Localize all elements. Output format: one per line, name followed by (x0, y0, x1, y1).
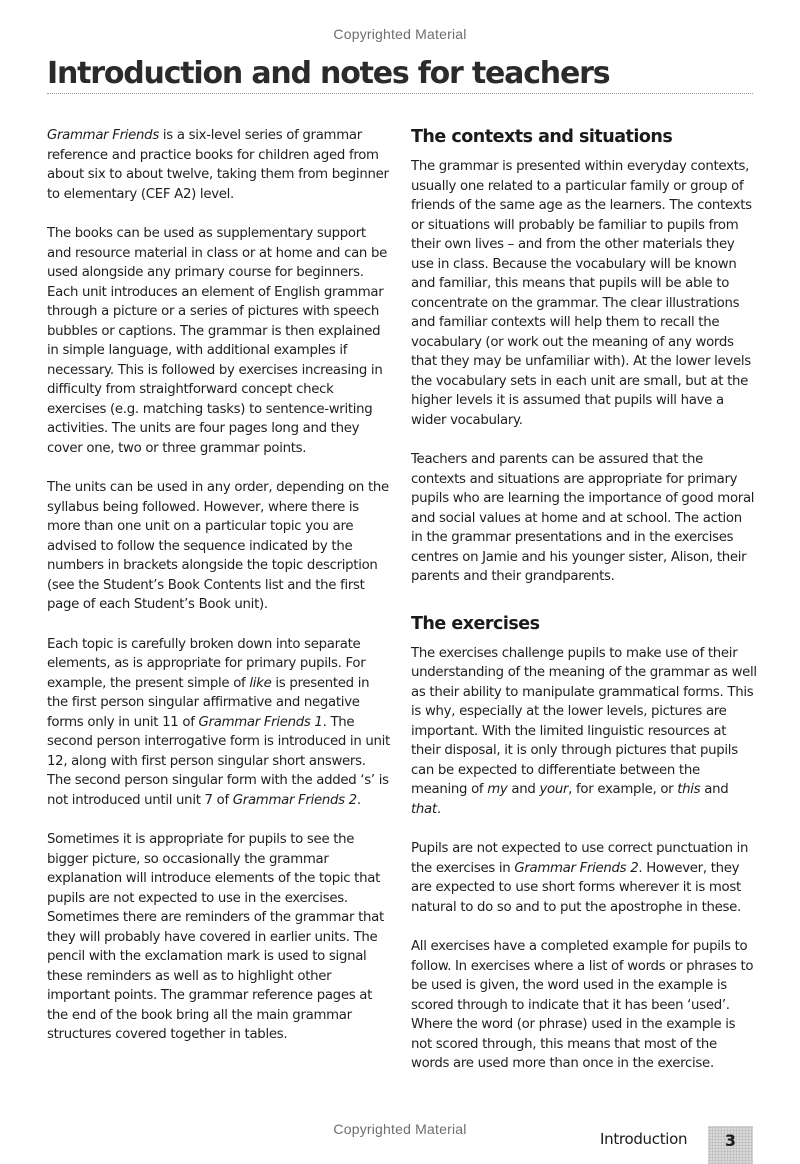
topic-breakdown-paragraph: Each topic is carefully broken down into separate elements, as is appropriate for primary pupils. For example, the present simple of like is presented in the first person singular affirmative and negative forms only in unit 11 of Grammar Friends 1. The second person interrogative form is introduced in unit 12, along with first person singular short answers. The second person singular form with the added ‘s’ is not introduced until unit 7 of Grammar Friends 2. (47, 636, 390, 808)
usage-paragraph: The books can be used as supplementary support and resource material in class or at home and can be used alongside any primary course for beginners. Each unit introduces an element of English grammar through a picture or a series of pictures with speech bubbles or captions. The grammar is then explained in simple language, with additional examples if necessary. This is followed by exercises increasing in difficulty from straightforward concept check exercises (e.g. matching tasks) to sentence-writing activities. The units are four pages long and they cover one, two or three grammar points. (47, 226, 388, 456)
book-title-emphasis: Grammar Friends (47, 128, 159, 143)
right-column (411, 126, 757, 1094)
values-paragraph: Teachers and parents can be assured that the contexts and situations are appropriate for primary pupils who are learning the importance of good moral and social values at home and at school. The action in the grammar presentations and in the exercises centres on Jamie and his younger sister, Alison, their parents and their grandparents. (411, 452, 755, 584)
copyright-watermark-top: Copyrighted Material (333, 26, 467, 42)
left-column (47, 126, 392, 1065)
title-divider (47, 93, 753, 94)
intro-paragraph: Grammar Friends is a six-level series of grammar reference and practice books for children aged from about six to about twelve, taking them from beginner to elementary (CEF A2) level. (47, 128, 389, 202)
examples-paragraph: All exercises have a completed example for pupils to follow. In exercises where a list of words or phrases to be used is given, the word used in the example is scored through to indicate that it has been ‘used’. Where the word (or phrase) used in the example is not scored through, this means that most of the words are used more than once in the exercise. (411, 939, 754, 1071)
bigger-picture-paragraph: Sometimes it is appropriate for pupils to see the bigger picture, so occasionally the grammar explanation will introduce elements of the topic that pupils are not expected to use in the exercises. Sometimes there are reminders of the grammar that they will probably have covered in earlier units. The pencil with the exclamation mark is used to signal these reminders as well as to highlight other important points. The grammar reference pages at the end of the book bring all the main grammar structures covered together in tables. (47, 832, 384, 1042)
exercises-paragraph: The exercises challenge pupils to make use of their understanding of the meaning of the grammar as well as their ability to manipulate grammatical forms. This is why, especially at the lower levels, pictures are important. With the limited linguistic resources at their disposal, it is only through pictures that pupils can be expected to differentiate between the meaning of my and your, for example, or this and that. (411, 645, 757, 817)
contexts-heading: The contexts and situations (411, 127, 673, 147)
exercises-heading: The exercises (411, 613, 540, 634)
unit-order-paragraph: The units can be used in any order, depending on the syllabus being followed. However, where there is more than one unit on a particular topic you are advised to follow the sequence indicated by the numbers in brackets alongside the topic description (see the Student’s Book Contents list and the first page of each Student’s Book unit). (47, 480, 389, 612)
contexts-paragraph: The grammar is presented within everyday contexts, usually one related to a particular family or group of friends of the same age as the learners. The contexts or situations will probably be familiar to pupils from their own lives – and from the other materials they use in class. Because the vocabulary will be known and familiar, this means that pupils will be able to concentrate on the grammar. The clear illustrations and familiar contexts will help them to recall the vocabulary (or work out the meaning of any words that they may be unfamiliar with). At the lower levels the vocabulary sets in each unit are small, but at the higher levels it is assumed that pupils will have a wider vocabulary. (411, 159, 752, 428)
page-title: Introduction and notes for teachers (47, 56, 610, 91)
footer-section-label: Introduction (600, 1130, 688, 1148)
punctuation-paragraph: Pupils are not expected to use correct punctuation in the exercises in Grammar Friends 2. However, they are expected to use short forms wherever it is most natural to do so and to put the apostrophe in these. (411, 841, 749, 915)
page-number-badge: 3 (708, 1126, 753, 1164)
copyright-watermark-bottom: Copyrighted Material (333, 1121, 467, 1137)
